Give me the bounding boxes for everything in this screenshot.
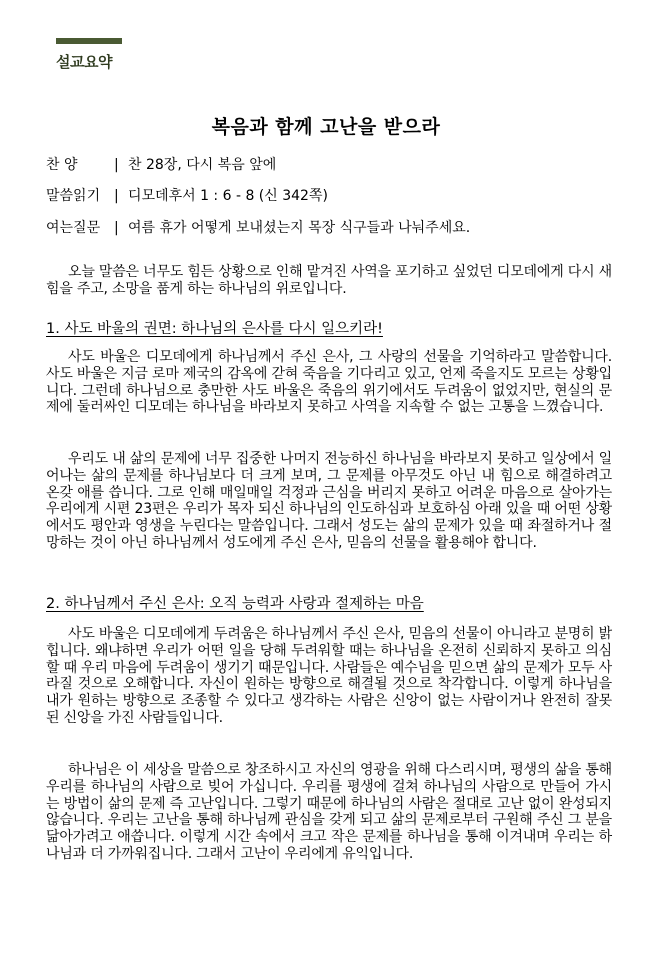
header [56,38,122,72]
section-2-paragraph-1: 사도 바울은 디모데에게 두려움은 하나님께서 주신 은사, 믿음의 선물이 아니라고 분명히 밝힙니다. 왜냐하면 우리가 어떤 일을 당해 두려워할 때는 하나님을 온전히 신뢰하지 못하고 의심할 때 우리 마음에 두려움이 생기기 때문입니다. 사람들은 예수님을 믿으면 삶의 문제가 모두 사라질 것으로 오해합니다. 자신이 원하는 방향으로 해결될 것으로 착각합니다. 이렇게 하나님을 내가 원하는 방향으로 조종할 수 있다고 생각하는 사람은 신앙이 없는 사람이거나 완전히 잘못된 신앙을 가진 사람들입니다. [46,626,613,726]
info-separator: | [114,188,119,204]
info-separator: | [114,157,119,173]
info-label: 말씀읽기 [46,188,101,204]
info-value: 찬 28장, 다시 복음 앞에 [128,157,277,173]
section-2-paragraph-2: 하나님은 이 세상을 말씀으로 창조하시고 자신의 영광을 위해 다스리시며, 평생의 삶을 통해 우리를 하나님의 사람으로 빚어 가십니다. 우리를 평생에 걸쳐 하나님의 사람으로 만들어 가시는 방법이 삶의 문제 즉 고난입니다. 그렇기 때문에 하나님의 사람은 절대로 고난 없이 완성되지 않습니다. 우리는 고난을 통해 하나님께 관심을 갖게 되고 삶의 문제로부터 구원해 주신 그 분을 닮아가려고 애씁니다. 이렇게 시간 속에서 크고 작은 문제를 하나님을 통해 이겨내며 우리는 하나님과 더 가까워집니다. 그래서 고난이 우리에게 유익입니다. [46,762,612,862]
section-1-paragraph-2: 우리도 내 삶의 문제에 너무 집중한 나머지 전능하신 하나님을 바라보지 못하고 일상에서 일어나는 삶의 문제를 하나님보다 더 크게 보며, 그 문제를 아무것도 아닌 내 힘으로 해결하려고 온갖 애를 씁니다. 그로 인해 매일매일 걱정과 근심을 버리지 못하고 어려운 마음으로 살아가는 우리에게 시편 23편은 우리가 목자 되신 하나님의 인도하심과 보호하심 아래 있을 때 어떤 상황에서도 평안과 영생을 누린다는 말씀입니다. 그래서 성도는 삶의 문제가 있을 때 좌절하거나 절망하는 것이 아닌 하나님께서 성도에게 주신 은사, 믿음의 선물을 활용해야 합니다. [46,451,612,551]
header-label: 설교요약 [56,53,112,71]
section-heading-1: 1. 사도 바울의 권면: 하나님의 은사를 다시 일으키라! [46,321,383,337]
section-1-paragraph-1: 사도 바울은 디모데에게 하나님께서 주신 은사, 그 사랑의 선물을 기억하라고 말씀합니다. 사도 바울은 지금 로마 제국의 감옥에 갇혀 죽음을 기다리고 있고, 언제 죽을지도 모르는 상황입니다. 그런데 하나님으로 충만한 사도 바울은 죽음의 위기에서도 두려움이 없었지만, 현실의 문제에 둘러싸인 디모데는 하나님을 바라보지 못하고 사역을 지속할 수 없는 고통을 느꼈습니다. [46,349,612,416]
intro-paragraph: 오늘 말씀은 너무도 힘든 상황으로 인해 맡겨진 사역을 포기하고 싶었던 디모데에게 다시 새 힘을 주고, 소망을 품게 하는 하나님의 위로입니다. [46,264,612,297]
info-value: 디모데후서 1 : 6 - 8 (신 342쪽) [128,188,328,204]
header-accent-bar [56,38,122,44]
info-value: 여름 휴가 어떻게 보내셨는지 목장 식구들과 나눠주세요. [128,220,471,236]
info-row-hymn [46,156,276,174]
info-label: 여는질문 [46,220,101,236]
sermon-title: 복음과 함께 고난을 받으라 [211,116,441,138]
info-row-reading [46,187,328,205]
info-separator: | [114,220,119,236]
info-label: 찬 양 [46,157,78,173]
info-row-question [46,219,470,237]
section-heading-2: 2. 하나님께서 주신 은사: 오직 능력과 사랑과 절제하는 마음 [46,596,424,612]
